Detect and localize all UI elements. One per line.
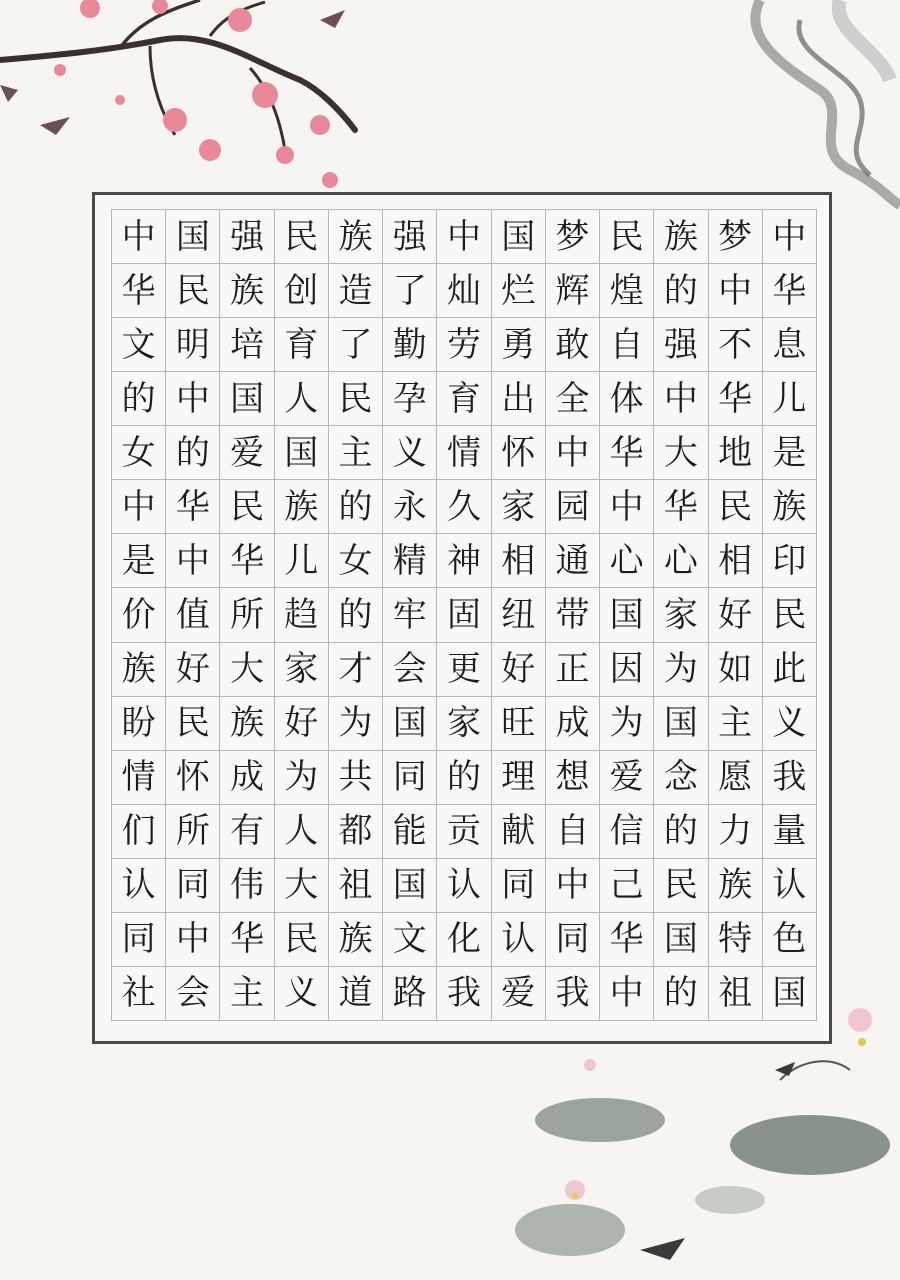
grid-cell: 华 <box>220 534 274 588</box>
grid-cell: 如 <box>709 643 763 697</box>
grid-cell: 家 <box>275 643 329 697</box>
grid-cell: 中 <box>166 372 220 426</box>
grid-cell: 义 <box>275 967 329 1021</box>
grid-cell: 中 <box>166 534 220 588</box>
grid-cell: 中 <box>437 210 491 264</box>
grid-cell: 久 <box>437 480 491 534</box>
grid-cell: 印 <box>763 534 817 588</box>
grid-cell: 中 <box>112 210 166 264</box>
grid-cell: 精 <box>383 534 437 588</box>
grid-cell: 民 <box>600 210 654 264</box>
grid-cell: 爱 <box>220 426 274 480</box>
grid-cell: 爱 <box>492 967 546 1021</box>
grid-cell: 民 <box>654 859 708 913</box>
grid-cell: 国 <box>600 588 654 642</box>
grid-cell: 所 <box>220 588 274 642</box>
character-grid <box>111 209 817 1021</box>
grid-cell: 敢 <box>546 318 600 372</box>
grid-cell: 了 <box>329 318 383 372</box>
grid-cell: 价 <box>112 588 166 642</box>
grid-cell: 大 <box>654 426 708 480</box>
grid-cell: 的 <box>654 805 708 859</box>
grid-cell: 儿 <box>275 534 329 588</box>
grid-cell: 中 <box>600 967 654 1021</box>
grid-cell: 明 <box>166 318 220 372</box>
grid-cell: 好 <box>275 697 329 751</box>
grid-cell: 祖 <box>709 967 763 1021</box>
grid-cell: 强 <box>654 318 708 372</box>
grid-cell: 华 <box>600 426 654 480</box>
grid-cell: 族 <box>275 480 329 534</box>
grid-cell: 永 <box>383 480 437 534</box>
grid-cell: 国 <box>220 372 274 426</box>
grid-cell: 华 <box>220 913 274 967</box>
grid-cell: 育 <box>275 318 329 372</box>
grid-cell: 伟 <box>220 859 274 913</box>
grid-cell: 贡 <box>437 805 491 859</box>
grid-cell: 强 <box>220 210 274 264</box>
grid-cell: 中 <box>546 426 600 480</box>
grid-cell: 牢 <box>383 588 437 642</box>
grid-cell: 孕 <box>383 372 437 426</box>
grid-cell: 国 <box>492 210 546 264</box>
grid-cell: 趋 <box>275 588 329 642</box>
grid-cell: 族 <box>654 210 708 264</box>
grid-cell: 园 <box>546 480 600 534</box>
grid-cell: 国 <box>383 859 437 913</box>
grid-cell: 族 <box>220 264 274 318</box>
grid-cell: 有 <box>220 805 274 859</box>
grid-cell: 好 <box>492 643 546 697</box>
grid-cell: 祖 <box>329 859 383 913</box>
grid-cell: 中 <box>654 372 708 426</box>
grid-cell: 为 <box>654 643 708 697</box>
grid-cell: 更 <box>437 643 491 697</box>
grid-cell: 煌 <box>600 264 654 318</box>
grid-cell: 认 <box>492 913 546 967</box>
grid-cell: 息 <box>763 318 817 372</box>
grid-cell: 共 <box>329 751 383 805</box>
grid-cell: 强 <box>383 210 437 264</box>
grid-cell: 为 <box>275 751 329 805</box>
grid-cell: 因 <box>600 643 654 697</box>
grid-cell: 怀 <box>166 751 220 805</box>
grid-cell: 特 <box>709 913 763 967</box>
grid-cell: 族 <box>329 210 383 264</box>
grid-cell: 梦 <box>709 210 763 264</box>
grid-cell: 人 <box>275 372 329 426</box>
grid-cell: 我 <box>437 967 491 1021</box>
grid-cell: 同 <box>112 913 166 967</box>
grid-cell: 民 <box>275 210 329 264</box>
grid-cell: 中 <box>763 210 817 264</box>
grid-cell: 华 <box>763 264 817 318</box>
grid-cell: 大 <box>220 643 274 697</box>
grid-cell: 中 <box>546 859 600 913</box>
grid-cell: 族 <box>112 643 166 697</box>
grid-cell: 家 <box>437 697 491 751</box>
grid-cell: 创 <box>275 264 329 318</box>
grid-cell: 好 <box>166 643 220 697</box>
grid-cell: 大 <box>275 859 329 913</box>
grid-cell: 正 <box>546 643 600 697</box>
grid-cell: 义 <box>763 697 817 751</box>
grid-cell: 造 <box>329 264 383 318</box>
grid-cell: 同 <box>546 913 600 967</box>
grid-cell: 为 <box>329 697 383 751</box>
grid-cell: 不 <box>709 318 763 372</box>
grid-cell: 的 <box>329 480 383 534</box>
grid-cell: 义 <box>383 426 437 480</box>
grid-cell: 国 <box>654 697 708 751</box>
grid-cell: 国 <box>654 913 708 967</box>
grid-cell: 勤 <box>383 318 437 372</box>
grid-cell: 女 <box>112 426 166 480</box>
calligraphy-worksheet <box>92 192 832 1044</box>
grid-cell: 好 <box>709 588 763 642</box>
grid-cell: 所 <box>166 805 220 859</box>
grid-cell: 同 <box>166 859 220 913</box>
grid-cell: 中 <box>709 264 763 318</box>
grid-cell: 华 <box>709 372 763 426</box>
grid-cell: 劳 <box>437 318 491 372</box>
grid-cell: 是 <box>112 534 166 588</box>
grid-cell: 值 <box>166 588 220 642</box>
grid-cell: 自 <box>600 318 654 372</box>
grid-cell: 民 <box>166 264 220 318</box>
grid-cell: 心 <box>600 534 654 588</box>
grid-cell: 的 <box>654 967 708 1021</box>
grid-cell: 都 <box>329 805 383 859</box>
grid-cell: 人 <box>275 805 329 859</box>
grid-cell: 华 <box>166 480 220 534</box>
plum-blossom-decoration <box>0 0 380 200</box>
grid-cell: 量 <box>763 805 817 859</box>
grid-cell: 的 <box>329 588 383 642</box>
grid-cell: 中 <box>166 913 220 967</box>
grid-cell: 为 <box>600 697 654 751</box>
grid-cell: 神 <box>437 534 491 588</box>
grid-cell: 情 <box>437 426 491 480</box>
grid-cell: 体 <box>600 372 654 426</box>
grid-cell: 我 <box>546 967 600 1021</box>
grid-cell: 情 <box>112 751 166 805</box>
grid-cell: 辉 <box>546 264 600 318</box>
grid-cell: 想 <box>546 751 600 805</box>
grid-cell: 会 <box>166 967 220 1021</box>
grid-cell: 国 <box>275 426 329 480</box>
grid-cell: 主 <box>709 697 763 751</box>
grid-cell: 女 <box>329 534 383 588</box>
grid-cell: 才 <box>329 643 383 697</box>
grid-cell: 道 <box>329 967 383 1021</box>
grid-cell: 儿 <box>763 372 817 426</box>
grid-cell: 信 <box>600 805 654 859</box>
grid-cell: 华 <box>654 480 708 534</box>
grid-cell: 是 <box>763 426 817 480</box>
grid-cell: 华 <box>112 264 166 318</box>
grid-cell: 愿 <box>709 751 763 805</box>
grid-cell: 爱 <box>600 751 654 805</box>
grid-cell: 国 <box>383 697 437 751</box>
grid-cell: 族 <box>220 697 274 751</box>
grid-cell: 色 <box>763 913 817 967</box>
grid-cell: 固 <box>437 588 491 642</box>
grid-cell: 的 <box>112 372 166 426</box>
grid-cell: 烂 <box>492 264 546 318</box>
ink-smoke-decoration <box>700 0 900 210</box>
grid-cell: 中 <box>600 480 654 534</box>
grid-cell: 能 <box>383 805 437 859</box>
grid-cell: 怀 <box>492 426 546 480</box>
grid-cell: 旺 <box>492 697 546 751</box>
grid-cell: 社 <box>112 967 166 1021</box>
grid-cell: 家 <box>492 480 546 534</box>
grid-cell: 国 <box>166 210 220 264</box>
grid-cell: 民 <box>275 913 329 967</box>
grid-cell: 盼 <box>112 697 166 751</box>
grid-cell: 同 <box>492 859 546 913</box>
grid-cell: 了 <box>383 264 437 318</box>
grid-cell: 自 <box>546 805 600 859</box>
grid-cell: 地 <box>709 426 763 480</box>
grid-cell: 族 <box>329 913 383 967</box>
grid-cell: 通 <box>546 534 600 588</box>
grid-cell: 出 <box>492 372 546 426</box>
grid-cell: 带 <box>546 588 600 642</box>
grid-cell: 民 <box>166 697 220 751</box>
grid-cell: 民 <box>763 588 817 642</box>
grid-cell: 民 <box>220 480 274 534</box>
grid-cell: 献 <box>492 805 546 859</box>
grid-cell: 梦 <box>546 210 600 264</box>
grid-cell: 勇 <box>492 318 546 372</box>
grid-cell: 成 <box>220 751 274 805</box>
grid-cell: 中 <box>112 480 166 534</box>
grid-cell: 会 <box>383 643 437 697</box>
grid-cell: 心 <box>654 534 708 588</box>
grid-cell: 族 <box>709 859 763 913</box>
grid-cell: 灿 <box>437 264 491 318</box>
grid-cell: 相 <box>492 534 546 588</box>
grid-cell: 华 <box>600 913 654 967</box>
grid-cell: 我 <box>763 751 817 805</box>
grid-cell: 认 <box>763 859 817 913</box>
grid-cell: 相 <box>709 534 763 588</box>
grid-cell: 理 <box>492 751 546 805</box>
grid-cell: 主 <box>329 426 383 480</box>
grid-cell: 民 <box>709 480 763 534</box>
grid-cell: 念 <box>654 751 708 805</box>
grid-cell: 族 <box>763 480 817 534</box>
grid-cell: 民 <box>329 372 383 426</box>
grid-cell: 化 <box>437 913 491 967</box>
grid-cell: 此 <box>763 643 817 697</box>
grid-cell: 同 <box>383 751 437 805</box>
grid-cell: 成 <box>546 697 600 751</box>
grid-cell: 力 <box>709 805 763 859</box>
grid-cell: 的 <box>166 426 220 480</box>
grid-cell: 认 <box>112 859 166 913</box>
grid-cell: 的 <box>654 264 708 318</box>
grid-cell: 文 <box>383 913 437 967</box>
grid-cell: 培 <box>220 318 274 372</box>
grid-cell: 们 <box>112 805 166 859</box>
grid-cell: 纽 <box>492 588 546 642</box>
grid-cell: 主 <box>220 967 274 1021</box>
grid-cell: 路 <box>383 967 437 1021</box>
grid-cell: 育 <box>437 372 491 426</box>
grid-cell: 全 <box>546 372 600 426</box>
grid-cell: 认 <box>437 859 491 913</box>
grid-cell: 文 <box>112 318 166 372</box>
grid-cell: 家 <box>654 588 708 642</box>
grid-cell: 己 <box>600 859 654 913</box>
grid-cell: 国 <box>763 967 817 1021</box>
grid-cell: 的 <box>437 751 491 805</box>
